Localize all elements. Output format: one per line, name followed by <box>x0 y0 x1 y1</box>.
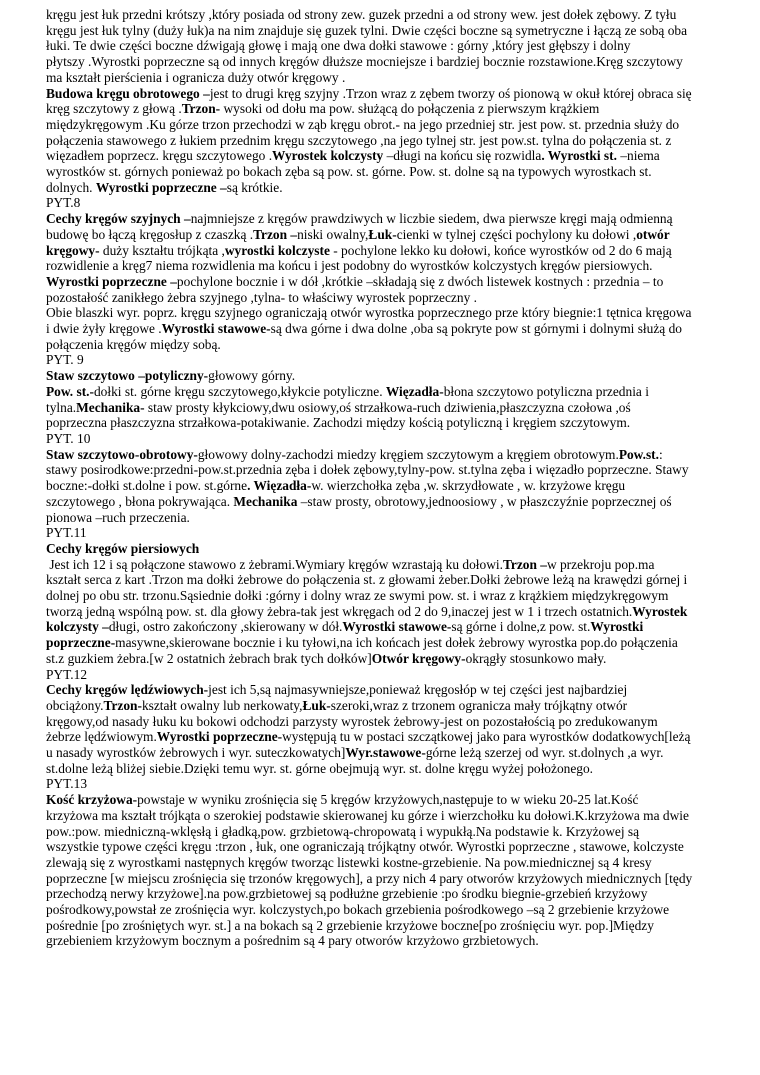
bold-term: Pow. st.- <box>46 383 94 399</box>
bold-term: Wyrostki poprzeczne- <box>156 729 283 745</box>
text-line: dolnej po obu str. trzonu.Sąsiednie dołki :górny i dolny wraz ze swymi pow. st. i wraz z krążkiem międzykręgowym <box>46 588 669 604</box>
text-line: poprzeczne-masywne,skierowane bocznie i ku tyłowi,na ich końcach jest dołek żebrowy wyrostka pop.do połączenia <box>46 635 678 651</box>
bold-term: Wyrostki stawowe- <box>161 321 271 337</box>
bold-term: Mechanika- <box>76 399 145 415</box>
text-line: kręgowy- duży kształtu trójkąta ,wyrostki kolczyste - pochylone lekko ku dołowi, końce wyrostków od 2 do 6 mają <box>46 242 672 258</box>
text-line: budowę bo łączą kręgosłup z czaszką .Trzon –niski owalny,Łuk-cienki w tylnej części pochylony ku dołowi ,otwór <box>46 226 670 242</box>
text-line: dolnych. Wyrostki poprzeczne –są krótkie. <box>46 179 283 195</box>
bold-term: kręgowy- <box>46 242 100 258</box>
bold-term: Otwór kręgowy- <box>371 650 466 666</box>
text-line: tworzą jedną wspólną pow. st. dla głowy żebra-tak jest wkręgach od 2 do 9,inaczej jest w 1 i trzech ostatnich.Wyrostek <box>46 603 688 619</box>
text-line: kręgu jest łuk przedni krótszy ,który posiada od strony zew. guzek przedni a od strony wew. jest dołek zębowy. Z tyłu <box>46 7 677 22</box>
text-line: Pow. st.-dołki st. górne kręgu szczytowego,kłykcie potyliczne. Więzadła-błona szczytowo potyliczna przednia i <box>46 383 649 399</box>
question-number: PYT.11 <box>46 525 87 541</box>
text-line: połączenia stawowego z łukiem przednim kręgu szczytowego ,na jego tylnej str. jest pow.st. tylna do połączenia st. z <box>46 132 672 148</box>
bold-term: Wyrostek kolczysty <box>272 148 384 164</box>
bold-term: Staw szczytowo-obrotowy- <box>46 446 198 462</box>
bold-term: . Więzadła- <box>247 478 312 494</box>
text-line <box>46 541 722 557</box>
text-line: kształt serca z kart .Trzon ma dołki żebrowe do połączenia st. z głowami żeber.Dołki żebrowe leżą na krawędzi górnej i <box>46 572 688 588</box>
bold-term: otwór <box>636 226 670 242</box>
text-line: ma kształt pierścienia i ogranicza duży otwór kręgowy . <box>46 69 346 85</box>
bold-term: Wyrostki poprzeczne – <box>95 179 227 195</box>
text-line: krzyżowa ma kształt trójkąta o szerokiej podstawie skierowanej ku górze i wierzchołku ku dołowi.K.krzyżowa ma dwie <box>46 807 689 823</box>
question-number: PYT. 10 <box>46 430 91 446</box>
text-line: zlewają się z wyrostkami następnych kręgów tworząc listewki kostne-grzebienie. Na pow.miednicznej są 4 kresy <box>46 854 652 870</box>
bold-term: Wyrostki stawowe- <box>342 619 452 635</box>
text-line: płytszy .Wyrostki poprzeczne są od innych kręgów dłuższe mocniejsze i bardziej bocznie rozstawione.Kręg szczytowy <box>46 54 683 70</box>
text-line: wszystkie typowe części kręgu :trzon , łuk, one ograniczają trójkątny otwór. Wyrostki poprzeczne , stawowe, kolczyste <box>46 839 684 855</box>
text-line: połączenia kręgów między sobą. <box>46 336 221 352</box>
text-line: poprzeczne [w miejscu zrośnięcia się trzonów kręgowych], a przy nich 4 pary otworów krzyżowych miednicznych [tędy <box>46 870 693 886</box>
text-line: boczne:-dołki st.dolne i pow. st.górne. Więzadła-w. wierzchołka zęba ,w. skrzydłowate , w. krzyżowe kręgu <box>46 478 626 494</box>
bold-term: Łuk- <box>302 697 331 713</box>
question-number: PYT. 9 <box>46 352 84 368</box>
bold-term: wyrostki kolczyste <box>224 242 330 258</box>
text-line: wyrostków st. górnych ponieważ po bokach zęba są pow. st. górne. Pow. st. dolne są na typowych wyrostkach st. <box>46 164 652 180</box>
text-line: szczytowego , błona pokrywająca. Mechanika –staw prosty, obrotowy,jednoosiowy , w płaszczyźnie poprzecznej oś <box>46 493 672 509</box>
text-line: kręgowy,od nasady łuku ku bokowi odchodzi parzysty wyrostek żebrowy-jest on pozostałością po zredukowanym <box>46 713 658 729</box>
text-line: Wyrostki poprzeczne –pochylone bocznie i w dół ,krótkie –składają się z dwóch listewek kostnych : przednia – to <box>46 273 664 289</box>
text-line: łuki. Te dwie części boczne dźwigają głowę i mają one dwa dołki stawowe : górny ,który jest głębszy i dolny <box>46 38 631 54</box>
bold-term: Trzon- <box>181 101 221 117</box>
text-line: st.dolne leżą bliżej siebie.Dzięki temu wyr. st. górne obejmują wyr. st. dolne kręgu wyżej położonego. <box>46 760 594 776</box>
text-line: Cechy kręgów szyjnych –najmniejsze z kręgów prawdziwych w liczbie siedem, dwa pierwsze kręgi mają odmienną <box>46 211 673 227</box>
text-line: i dwie żyły kręgowe .Wyrostki stawowe-są dwa górne i dwa dolne ,oba są pokryte pow st górnymi i dolnymi służą do <box>46 321 682 337</box>
text-line: rozwidlenie a kręg7 niema rozwidlenia ma końcu i jest podobny do wyrostków kolczystych kręgów piersiowych. <box>46 258 653 274</box>
bold-term: Wyrostki <box>590 619 644 635</box>
bold-term: Wyr.stawowe- <box>345 745 426 761</box>
text-line: pośrednie [po zrośniętych wyr. st.] a na bokach są 2 grzebienie krzyżowe boczne[po zrośnięciu wyr. pop.]Między <box>46 917 654 933</box>
text-line: poprzeczna płaszczyzna strzałkowa-potakiwanie. Zachodzi między kością potyliczną i kręgiem szczytowym. <box>46 415 631 431</box>
bold-term: Łuk- <box>368 226 397 242</box>
text-line: pionowa –ruch przeczenia. <box>46 509 190 525</box>
bold-term: Więzadła- <box>385 383 444 399</box>
text-line: Staw szczytowo –potyliczny-głowowy górny. <box>46 368 296 384</box>
text-line: Kość krzyżowa-powstaje w wyniku zrośnięcia się 5 kręgów krzyżowych,następuje to w wieku 20-25 lat.Kość <box>46 792 639 808</box>
text-line: Jest ich 12 i są połączone stawowo z żebrami.Wymiary kręgów wzrastają ku dołowi.Trzon –w przekroju pop.ma <box>46 556 655 572</box>
text-line: żebrze lędźwiowym.Wyrostki poprzeczne-występują tu w postaci szczątkowej jako para wyrostków dodatkowych[leżą <box>46 729 691 745</box>
bold-term: Budowa kręgu obrotowego – <box>46 85 210 101</box>
bold-term: Trzon- <box>103 697 142 713</box>
text-line: stawy posirodkowe:przedni-pow.st.przednia zęba i dołek zębowy,tylny-pow. st.tylna zęba i więzadło poprzeczne. Stawy <box>46 462 689 478</box>
bold-term: Cechy kręgów piersiowych <box>46 540 200 556</box>
text-line: pozostałość zanikłego żebra szyjnego ,tylna- to właściwy wyrostek poprzeczny . <box>46 289 477 305</box>
question-number: PYT.8 <box>46 195 81 211</box>
question-number: PYT.13 <box>46 776 88 792</box>
bold-term: Cechy kręgów szyjnych – <box>46 211 191 227</box>
bold-term: kolczysty – <box>46 619 109 635</box>
bold-term: Pow.st. <box>618 446 659 462</box>
document-page <box>46 7 722 949</box>
bold-term: Kość krzyżowa- <box>46 792 138 808</box>
text-line: obciążony.Trzon-kształt owalny lub nerkowaty,Łuk-szeroki,wraz z trzonem ogranicza mały trójkątny otwór <box>46 697 628 713</box>
text-line: Cechy kręgów lędźwiowych-jest ich 5,są najmasywniejsze,ponieważ kręgosłóp w tej części jest najbardziej <box>46 682 628 698</box>
text-line: tylna.Mechanika- staw prosty kłykciowy,dwu osiowy,oś strzałkowa-ruch dziwienia,płaszczyzna czołowa ,oś <box>46 399 631 415</box>
bold-term: Cechy kręgów lędźwiowych- <box>46 682 209 698</box>
text-line: kręg szczytowy z głową .Trzon- wysoki od dołu ma pow. służącą do połączenia z pierwszym krążkiem <box>46 101 600 117</box>
text-line: kręgu jest łuk tylny (duży łuk)a na nim znajduje się guzek tylni. Dwie części boczne są symetryczne i łączą ze sobą oba <box>46 22 688 38</box>
text-line: więzadłem poprzecz. kręgu szczytowego .Wyrostek kolczysty –długi na końcu się rozwidla. Wyrostki st. –niema <box>46 148 660 164</box>
bold-term: Trzon – <box>253 226 298 242</box>
bold-term: Trzon – <box>502 556 547 572</box>
text-line: pośrodkowy,powstał ze zrośnięcia wyr. kolczystych,po bokach grzebienia pośrodkowego –są 2 grzebienie krzyżowe <box>46 902 670 918</box>
question-number: PYT.12 <box>46 666 88 682</box>
text-line: Staw szczytowo-obrotowy-głowowy dolny-zachodzi miedzy kręgiem szczytowym a kręgiem obrotowym.Pow.st.: <box>46 446 663 462</box>
text-line: międzykręgowym .Ku górze trzon przechodzi w ząb kręgu obrot.- na jego przedniej str. jest pow. st. przednia służy do <box>46 116 680 132</box>
bold-term: poprzeczne- <box>46 635 116 651</box>
text-line: st.z guzkiem żebra.[w 2 ostatnich żebrach brak tych dołków]Otwór kręgowy-okrągły stosunkowo mały. <box>46 650 607 666</box>
bold-term: Wyrostki poprzeczne – <box>46 273 177 289</box>
text-line: przechodzą nerwy krzyżowe].na pow.grzbietowej są podłużne grzebienie :po środku biegnie-grzebień krzyżowy <box>46 886 648 902</box>
bold-term: Wyrostek <box>632 603 688 619</box>
text-line: Obie blaszki wyr. poprz. kręgu szyjnego ograniczają otwór wyrostka poprzecznego prze który biegnie:1 tętnica kręgowa <box>46 305 692 321</box>
text-line: u nasady wyrostków żebrowych i wyr. suteczkowatych]Wyr.stawowe-górne leżą szerzej od wyr. st.dolnych ,a wyr. <box>46 745 664 761</box>
text-line: kolczysty –długi, ostro zakończony ,skierowany w dół.Wyrostki stawowe-są górne i dolne,z pow. st.Wyrostki <box>46 619 644 635</box>
bold-term: Mechanika <box>233 493 298 509</box>
bold-term: Staw szczytowo –potyliczny- <box>46 368 209 384</box>
text-line: pow.:pow. miedniczną-wklęsłą i gładką,pow. grzbietową-chropowatą i wypukłą.Na podstawie k. Krzyżowej są <box>46 823 640 839</box>
text-line: Budowa kręgu obrotowego –jest to drugi kręg szyjny .Trzon wraz z zębem tworzy oś pionową w okuł której obraca się <box>46 85 692 101</box>
text-line: grzebieniem krzyżowym bocznym a pośrednim są 4 pary otworów krzyżowo grzbietowych. <box>46 933 539 949</box>
bold-term: . Wyrostki st. <box>541 148 617 164</box>
